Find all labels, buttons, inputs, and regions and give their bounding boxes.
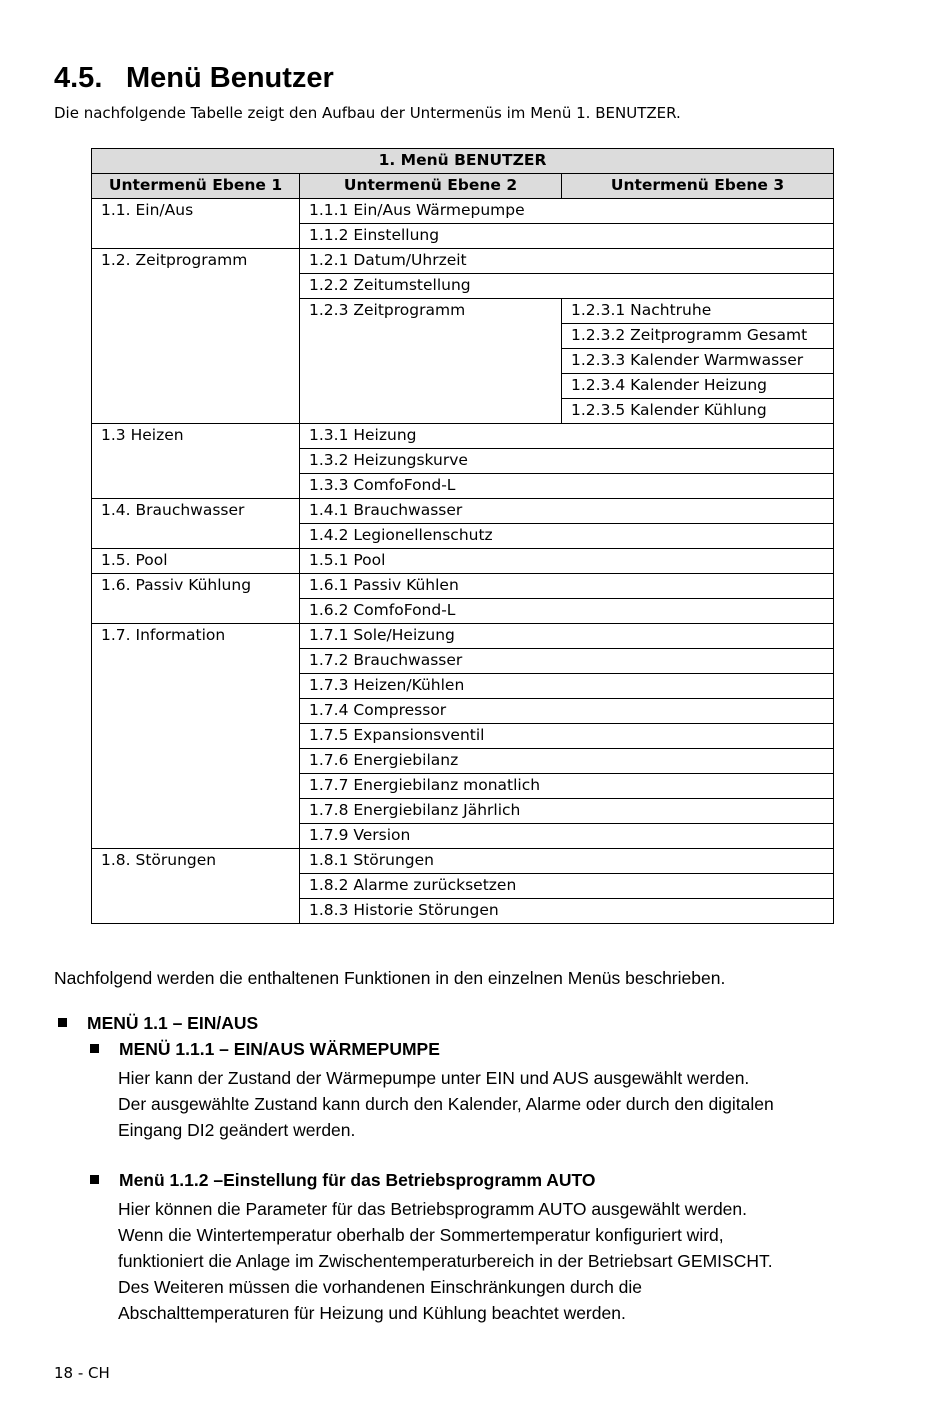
table-title: 1. Menü BENUTZER: [92, 149, 834, 174]
level2-cell: 1.1.2 Einstellung: [300, 224, 834, 249]
section-number: 4.5.: [54, 62, 103, 94]
square-bullet-icon: [90, 1175, 99, 1184]
table-row: [92, 199, 834, 224]
level2-cell: 1.7.9 Version: [300, 824, 834, 849]
table-title-row: [92, 149, 834, 174]
table-row: [92, 849, 834, 874]
table-row: [92, 424, 834, 449]
level2-cell: 1.7.2 Brauchwasser: [300, 649, 834, 674]
level1-cell: 1.3 Heizen: [92, 424, 300, 499]
table-header-row: [92, 174, 834, 199]
level1-cell: 1.4. Brauchwasser: [92, 499, 300, 549]
level2-cell: 1.3.3 ComfoFond-L: [300, 474, 834, 499]
menu-structure-table: [91, 148, 834, 924]
menu-111-description: [118, 1065, 898, 1143]
square-bullet-icon: [90, 1044, 99, 1053]
level3-cell: 1.2.3.2 Zeitprogramm Gesamt: [562, 324, 834, 349]
section-title: Menü Benutzer: [126, 62, 334, 94]
level2-cell: 1.6.2 ComfoFond-L: [300, 599, 834, 624]
level3-cell: 1.2.3.1 Nachtruhe: [562, 299, 834, 324]
paragraph-line: Eingang DI2 geändert werden.: [118, 1120, 356, 1140]
table-row: [92, 549, 834, 574]
level2-cell: 1.8.2 Alarme zurücksetzen: [300, 874, 834, 899]
level2-cell: 1.7.5 Expansionsventil: [300, 724, 834, 749]
level1-cell: 1.6. Passiv Kühlung: [92, 574, 300, 624]
after-table-text: Nachfolgend werden die enthaltenen Funktionen in den einzelnen Menüs beschrieben.: [54, 968, 726, 988]
square-bullet-icon: [58, 1018, 67, 1027]
level1-cell: 1.7. Information: [92, 624, 300, 849]
level2-cell: 1.2.2 Zeitumstellung: [300, 274, 834, 299]
level2-cell: 1.1.1 Ein/Aus Wärmepumpe: [300, 199, 834, 224]
level1-cell: 1.2. Zeitprogramm: [92, 249, 300, 424]
level2-cell: 1.7.8 Energiebilanz Jährlich: [300, 799, 834, 824]
paragraph-line: Wenn die Wintertemperatur oberhalb der Sommertemperatur konfiguriert wird,: [118, 1225, 724, 1245]
menu-111-heading: [90, 1039, 440, 1060]
column-header: Untermenü Ebene 2: [300, 174, 562, 199]
table-row: [92, 499, 834, 524]
level2-cell: 1.3.2 Heizungskurve: [300, 449, 834, 474]
level2-cell: 1.8.3 Historie Störungen: [300, 899, 834, 924]
level3-cell: 1.2.3.4 Kalender Heizung: [562, 374, 834, 399]
table-row: [92, 249, 834, 274]
paragraph-line: Der ausgewählte Zustand kann durch den Kalender, Alarme oder durch den digitalen: [118, 1094, 774, 1114]
menu-11-heading: [58, 1013, 258, 1034]
paragraph-line: Hier kann der Zustand der Wärmepumpe unter EIN und AUS ausgewählt werden.: [118, 1068, 750, 1088]
level1-cell: 1.5. Pool: [92, 549, 300, 574]
column-header: Untermenü Ebene 1: [92, 174, 300, 199]
menu-112-heading: [90, 1170, 596, 1191]
level2-cell: 1.7.3 Heizen/Kühlen: [300, 674, 834, 699]
level2-cell: 1.7.1 Sole/Heizung: [300, 624, 834, 649]
level2-cell: 1.3.1 Heizung: [300, 424, 834, 449]
paragraph-line: Hier können die Parameter für das Betriebsprogramm AUTO ausgewählt werden.: [118, 1199, 748, 1219]
menu-111-heading-text: MENÜ 1.1.1 – EIN/AUS WÄRMEPUMPE: [119, 1039, 440, 1059]
level2-cell: 1.4.2 Legionellenschutz: [300, 524, 834, 549]
level1-cell: 1.8. Störungen: [92, 849, 300, 924]
level2-cell: 1.7.6 Energiebilanz: [300, 749, 834, 774]
section-heading: [54, 62, 334, 95]
paragraph-line: funktioniert die Anlage im Zwischentemperaturbereich in der Betriebsart GEMISCHT.: [118, 1251, 773, 1271]
level2-cell: 1.6.1 Passiv Kühlen: [300, 574, 834, 599]
level3-cell: 1.2.3.3 Kalender Warmwasser: [562, 349, 834, 374]
menu-11-heading-text: MENÜ 1.1 – EIN/AUS: [87, 1013, 259, 1033]
menu-112-heading-text: Menü 1.1.2 –Einstellung für das Betriebsprogramm AUTO: [119, 1170, 596, 1190]
intro-text: Die nachfolgende Tabelle zeigt den Aufbau der Untermenüs im Menü 1. BENUTZER.: [54, 104, 681, 122]
table-row: [92, 624, 834, 649]
table-row: [92, 574, 834, 599]
level2-cell: 1.7.4 Compressor: [300, 699, 834, 724]
page-footer: 18 - CH: [54, 1364, 110, 1382]
level2-cell: 1.8.1 Störungen: [300, 849, 834, 874]
level1-cell: 1.1. Ein/Aus: [92, 199, 300, 249]
level2-cell: 1.2.1 Datum/Uhrzeit: [300, 249, 834, 274]
level2-cell: 1.7.7 Energiebilanz monatlich: [300, 774, 834, 799]
level2-cell: 1.5.1 Pool: [300, 549, 834, 574]
level3-cell: 1.2.3.5 Kalender Kühlung: [562, 399, 834, 424]
level2-cell: 1.4.1 Brauchwasser: [300, 499, 834, 524]
paragraph-line: Des Weiteren müssen die vorhandenen Einschränkungen durch die: [118, 1277, 643, 1297]
level2-cell: 1.2.3 Zeitprogramm: [300, 299, 562, 424]
column-header: Untermenü Ebene 3: [562, 174, 834, 199]
menu-112-description: [118, 1196, 898, 1326]
paragraph-line: Abschalttemperaturen für Heizung und Kühlung beachtet werden.: [118, 1303, 626, 1323]
